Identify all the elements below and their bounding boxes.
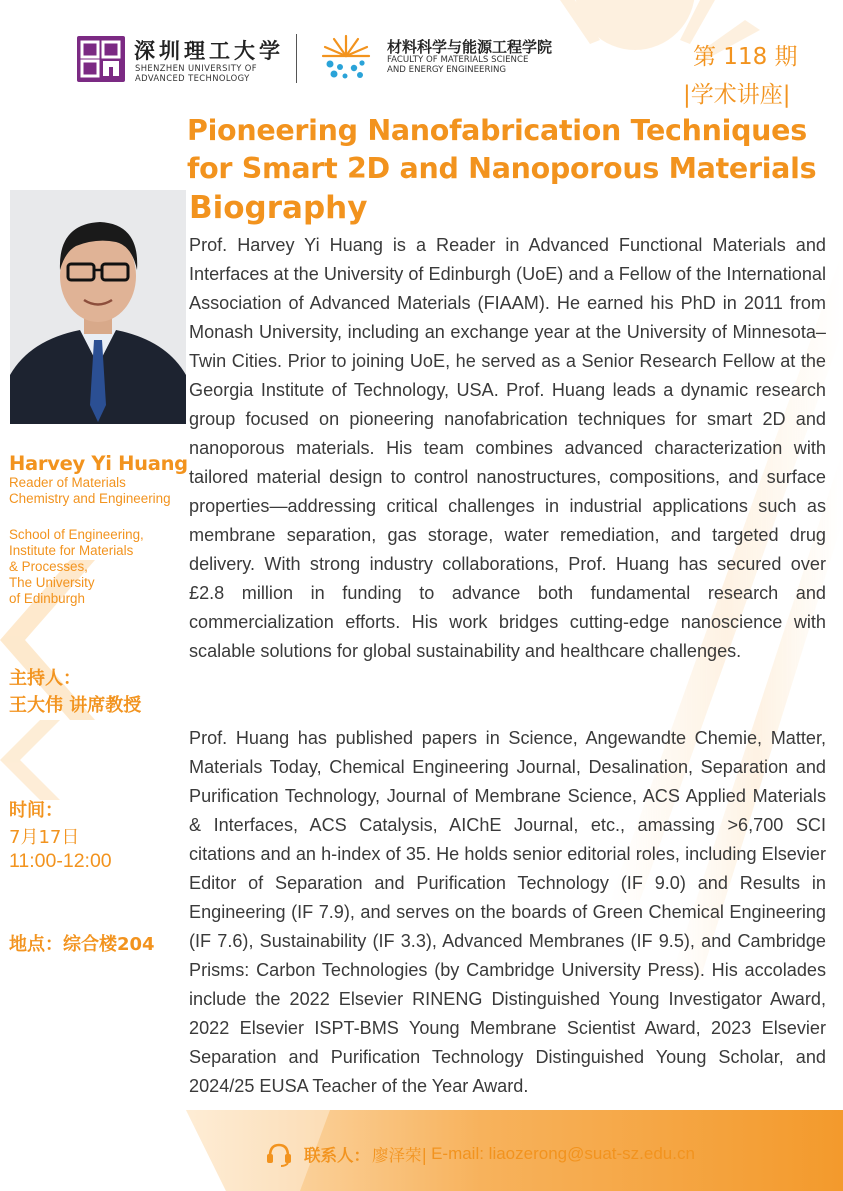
fmse-name-en	[387, 55, 528, 75]
speaker-affiliation-line3: & Processes,	[9, 559, 88, 574]
contact-email[interactable]: E-mail: liaozerong@suat-sz.edu.cn	[431, 1144, 695, 1163]
venue: 地点：综合楼204	[9, 934, 155, 955]
talk-title	[187, 112, 837, 188]
contact-info	[262, 1139, 695, 1169]
contact-name: 廖泽荣|	[372, 1146, 428, 1165]
logo-divider	[296, 34, 297, 83]
speaker-title-line1: Reader of Materials	[9, 475, 126, 490]
fmse-name-cn: 材料科学与能源工程学院	[387, 38, 553, 56]
speaker-affiliation-line5: of Edinburgh	[9, 591, 85, 606]
fmse-logo-icon	[320, 34, 372, 82]
speaker-affiliation-line1: School of Engineering,	[9, 527, 144, 542]
biography-heading: Biography	[189, 190, 368, 226]
speaker-name: Harvey Yi Huang	[9, 452, 188, 475]
time-label: 时间：	[9, 800, 63, 821]
suat-name-en-line1: SHENZHEN UNIVERSITY OF	[135, 63, 258, 73]
host-label: 主持人：	[9, 668, 81, 689]
speaker-affiliation	[9, 527, 184, 607]
biography-paragraph-2: Prof. Huang has published papers in Science, Angewandte Chemie, Matter, Materials Today, Chemical Engineering Journal, Desalination, Separation and Purification Technology, Journal of Membrane Science, ACS Applied Materials & Interfaces, ACS Catalysis, AIChE Journal, etc., amassing >6,700 SCI citations and an h-index of 35. He holds senior editorial roles, including Elsevier Editor of Separation and Purification Technology (IF 9.0) and Results in Engineering (IF 7.9), and serves on the boards of Green Chemical Engineering (IF 7.6), Sustainability (IF 3.3), Advanced Membranes (IF 9.5), and Cambridge Prisms: Carbon Technologies (by Cambridge University Press). His accolades include the 2022 Elsevier RINENG Distinguished Young Investigator Award, 2022 Elsevier ISPT-BMS Young Membrane Scientist Award, 2023 Elsevier Separation and Purification Technology Distinguished Young Scholar, and 2024/25 EUSA Teacher of the Year Award.	[189, 728, 826, 1096]
speaker-title-line2: Chemistry and Engineering	[9, 491, 171, 506]
suat-logo-mark-icon	[77, 36, 125, 82]
series-label: |学术讲座|	[683, 82, 791, 108]
speaker-portrait-icon	[10, 190, 186, 424]
talk-title-line1: Pioneering Nanofabrication Techniques	[187, 114, 807, 147]
time-range: 11:00-12:00	[9, 850, 112, 872]
time-date: 7月17日	[9, 827, 80, 848]
suat-name-en-line2: ADVANCED TECHNOLOGY	[135, 72, 250, 83]
suat-name-cn: 深圳理工大学	[134, 38, 284, 63]
issue-number: 第 118 期	[693, 44, 798, 70]
speaker-affiliation-line2: Institute for Materials	[9, 543, 134, 558]
suat-name-en	[135, 64, 257, 83]
talk-title-line2: for Smart 2D and Nanoporous Materials	[187, 152, 817, 185]
speaker-affiliation-line4: The University	[9, 575, 95, 590]
biography-paragraph-1: Prof. Harvey Yi Huang is a Reader in Advanced Functional Materials and Interfaces at the University of Edinburgh (UoE) and a Fellow of the International Association of Advanced Materials (FIAAM). He earned his PhD in 2011 from Monash University, including an exchange year at the University of Minnesota–Twin Cities. Prior to joining UoE, he served as a Senior Research Fellow at the Georgia Institute of Technology, USA. Prof. Huang leads a dynamic research group focused on pioneering nanofabrication techniques for smart 2D and nanoporous materials. His team combines advanced characterization with tailored material design to control nanostructures, compositions, and surface properties—addressing critical challenges in industrial applications such as membrane separation, gas storage, water remediation, and targeted drug delivery. With strong industry collaborations, Prof. Huang has secured over £2.8 million in funding to advance both fundamental research and commercialization efforts. His work bridges cutting-edge nanoscience with scalable solutions for global sustainability and healthcare challenges.	[189, 235, 826, 661]
speaker-title	[9, 475, 199, 507]
speaker-photo	[10, 190, 186, 424]
headset-icon	[262, 1141, 296, 1167]
fmse-name-en-line2: AND ENERGY ENGINEERING	[387, 65, 507, 75]
contact-label: 联系人：	[304, 1146, 370, 1165]
fmse-name-en-line1: FACULTY OF MATERIALS SCIENCE	[387, 55, 529, 65]
suat-logo	[77, 36, 125, 82]
host-name: 王大伟 讲席教授	[9, 695, 142, 716]
